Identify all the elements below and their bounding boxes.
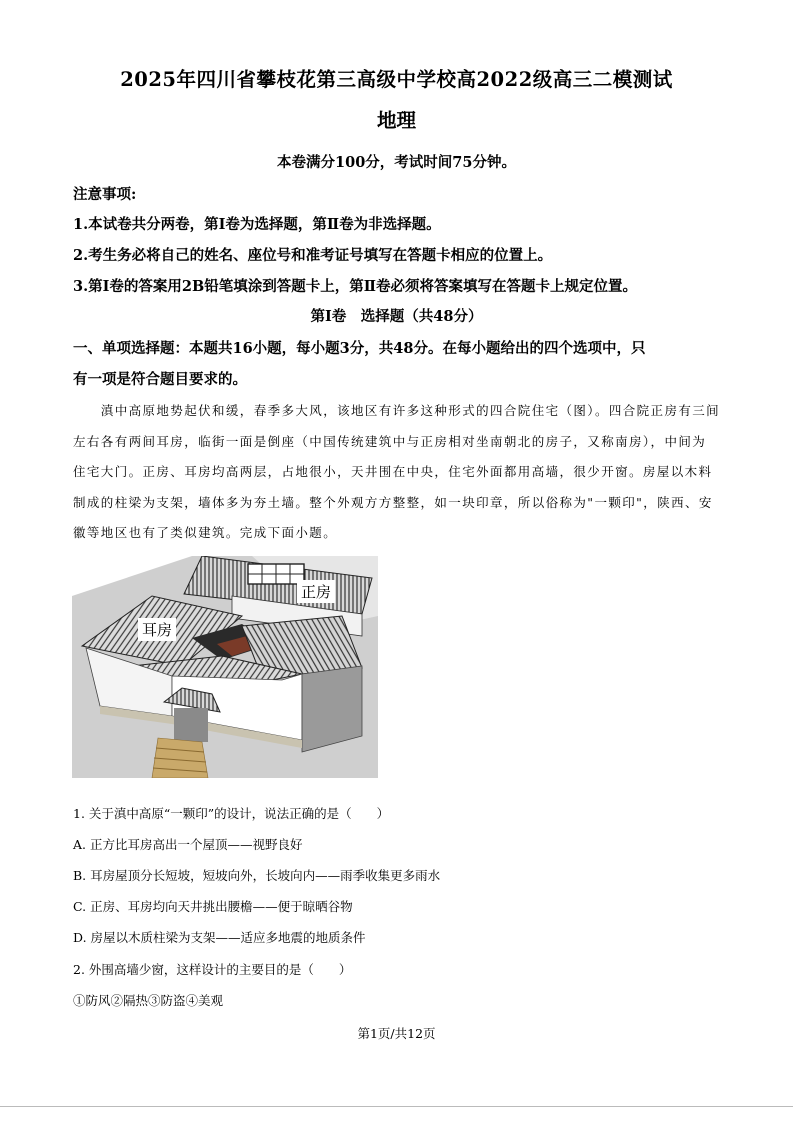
question-1-option-c: C. 正房、耳房均向天井挑出腰檐——便于晾晒谷物 <box>73 899 353 914</box>
question-2-options: ①防风②隔热③防盗④美观 <box>73 993 224 1008</box>
subject-title: 地理 <box>376 109 416 132</box>
question-1-option-b: B. 耳房屋顶分长短坡，短坡向外，长坡向内——雨季收集更多雨水 <box>73 868 441 883</box>
page-number: 第1页/共12页 <box>357 1026 436 1041</box>
section-instruction-2: 有一项是符合题目要求的。 <box>73 371 247 388</box>
notice-item-2: 2.考生务必将自己的姓名、座位号和准考证号填写在答题卡相应的位置上。 <box>73 247 553 264</box>
passage-line: 左右各有两间耳房，临街一面是倒座（中国传统建筑中与正房相对坐南朝北的房子，又称南房），中间为 <box>73 433 707 449</box>
question-2-stem: 2. 外围高墙少窗，这样设计的主要目的是（ ） <box>73 962 352 977</box>
passage-line: 制成的柱梁为支架，墙体多为夯土墙。整个外观方方整整，如一块印章，所以俗称为"一颗印"，陕西、安 <box>73 494 713 510</box>
label-side-house: 耳房 <box>138 618 176 641</box>
question-1-stem: 1. 关于滇中高原“一颗印”的设计，说法正确的是（ ） <box>73 806 390 821</box>
question-1-option-d: D. 房屋以木质柱梁为支架——适应多地震的地质条件 <box>73 930 366 945</box>
passage-line: 徽等地区也有了类似建筑。完成下面小题。 <box>73 525 338 540</box>
notice-heading: 注意事项: <box>73 186 137 203</box>
question-1-option-a: A. 正方比耳房高出一个屋顶——视野良好 <box>73 837 303 852</box>
passage-line: 住宅大门。正房、耳房均高两层，占地很小，天井围在中央，住宅外面都用高墙，很少开窗。房屋以木料 <box>73 464 713 479</box>
score-note: 本卷满分100分，考试时间75分钟。 <box>277 154 516 171</box>
label-main-house: 正房 <box>297 580 335 603</box>
bottom-divider <box>0 1106 793 1107</box>
section-title: 第Ⅰ卷 选择题（共48分） <box>310 308 483 325</box>
notice-item-1: 1.本试卷共分两卷，第Ⅰ卷为选择题，第Ⅱ卷为非选择题。 <box>73 216 441 233</box>
section-instruction-1: 一、单项选择题：本题共16小题，每小题3分，共48分。在每小题给出的四个选项中，只 <box>73 340 646 357</box>
siheyuan-figure <box>72 556 378 778</box>
passage <box>73 396 723 549</box>
notice-item-3: 3.第Ⅰ卷的答案用2B铅笔填涂到答题卡上，第Ⅱ卷必须将答案填写在答题卡上规定位置。 <box>73 278 637 295</box>
passage-line: 滇中高原地势起伏和缓，春季多大风，该地区有许多这种形式的四合院住宅（图）。四合院正房有三间 <box>73 403 721 418</box>
exam-title: 2025年四川省攀枝花第三高级中学校高2022级高三二模测试 <box>120 68 673 91</box>
